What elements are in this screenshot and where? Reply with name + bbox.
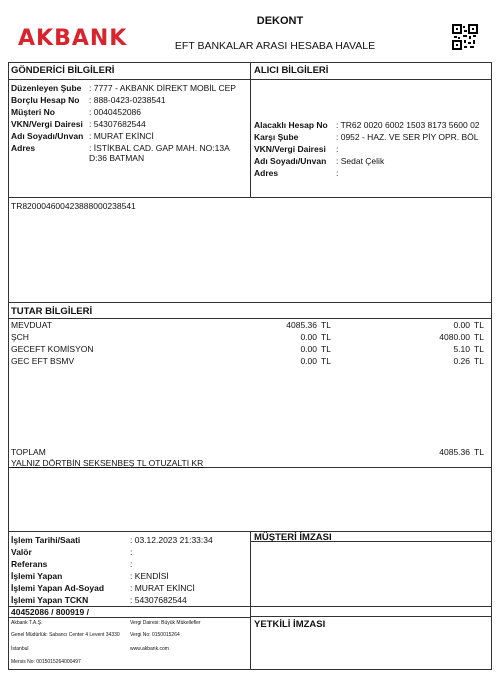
transaction-label: İşlemi Yapan [11,571,63,581]
footer-right-line: www.akbank.com [130,646,169,652]
sender-label: Düzenleyen Şube [11,83,82,93]
sender-heading: GÖNDERİCİ BİLGİLERİ [11,65,115,76]
amount-right-currency: TL [474,332,484,342]
customer-signature-heading: MÜŞTERİ İMZASI [254,532,332,543]
total-currency: TL [474,447,484,457]
amounts-heading: TUTAR BİLGİLERİ [11,306,93,317]
total-label: TOPLAM [11,447,46,457]
amount-right: 0.00 [453,320,470,330]
amount-mid-currency: TL [321,320,331,330]
total-value: 4085.36 [439,447,470,457]
transaction-value: : [130,547,133,557]
divider [8,79,250,80]
transaction-value: : 54307682544 [130,595,187,605]
amount-in-words: YALNIZ DÖRTBİN SEKSENBEŞ TL OTUZALTI KR [11,458,204,468]
amount-right: 5.10 [453,344,470,354]
amount-mid: 0.00 [300,332,317,342]
divider [8,197,492,198]
sender-label: Borçlu Hesap No [11,95,80,105]
amount-right: 0.26 [453,356,470,366]
amount-right-currency: TL [474,320,484,330]
transaction-label: İşlem Tarihi/Saati [11,535,81,545]
amount-mid: 4085.36 [286,320,317,330]
divider [8,302,492,303]
footer-right-line: Vergi No: 0150015264 [130,632,180,638]
transaction-label: Referans [11,559,48,569]
amount-right-currency: TL [474,344,484,354]
divider [8,318,492,319]
sender-value: : MURAT EKİNCİ [89,131,154,141]
transaction-ref-line: 40452086 / 800919 / [11,607,89,617]
qr-code-icon [452,24,478,50]
footer-left-line: İstanbul [11,646,29,652]
amount-mid-currency: TL [321,356,331,366]
transaction-value: : KENDİSİ [130,571,169,581]
receiver-value: : 0952 - HAZ. VE SER PİY OPR. BÖL [336,132,479,142]
divider [8,617,250,618]
receiver-label: Adres [254,168,279,178]
transaction-label: Valör [11,547,32,557]
receiver-value: : TR62 0020 6002 1503 8173 5600 02 [336,120,480,130]
footer-left-line: Genel Müdürlük: Sabancı Center 4 Levent 34330 [11,632,120,638]
divider [250,616,492,617]
amount-name: GECEFT KOMİSYON [11,344,94,354]
receiver-heading: ALICI BİLGİLERİ [254,65,329,76]
sender-address: : İSTİKBAL CAD. GAP MAH. NO:13A D:36 BATMAN [89,143,230,163]
transaction-label: İşlemi Yapan TCKN [11,595,89,605]
sender-label: Müşteri No [11,107,55,117]
description-text: TR820004600423888000238541 [11,201,136,211]
amount-name: ŞCH [11,332,29,342]
amount-mid-currency: TL [321,332,331,342]
sender-value: : 54307682544 [89,119,146,129]
receiver-label: Alacaklı Hesap No [254,120,328,130]
amount-right-currency: TL [474,356,484,366]
receiver-label: Adı Soyadı/Unvan [254,156,327,166]
divider [250,79,492,80]
transaction-label: İşlemi Yapan Ad-Soyad [11,583,105,593]
sender-label: VKN/Vergi Dairesi [11,119,83,129]
receiver-value: : [336,144,339,154]
divider [250,62,251,197]
amount-mid: 0.00 [300,356,317,366]
sender-value: : 7777 - AKBANK DİREKT MOBİL CEP [89,83,236,93]
receiver-label: VKN/Vergi Dairesi [254,144,326,154]
receiver-label: Karşı Şube [254,132,299,142]
authorized-signature-heading: YETKİLİ İMZASI [254,619,326,630]
amount-name: MEVDUAT [11,320,52,330]
amount-mid: 0.00 [300,344,317,354]
sender-value: : 0040452086 [89,107,141,117]
footer-right-line: Vergi Dairesi: Büyük Mükellefler [130,620,201,626]
akbank-logo: AKBANK [18,26,128,51]
footer-left-line: Akbank T.A.Ş. [11,620,43,626]
amount-mid-currency: TL [321,344,331,354]
transaction-value: : 03.12.2023 21:33:34 [130,535,213,545]
sender-value: : 888-0423-0238541 [89,95,166,105]
amount-name: GEC EFT BSMV [11,356,75,366]
transaction-value: : [130,559,133,569]
amount-right: 4080.00 [439,332,470,342]
footer-left-line: Mersis No: 0015015264000497 [11,659,81,665]
transaction-value: : MURAT EKİNCİ [130,583,195,593]
document-subtitle: EFT BANKALAR ARASI HESABA HAVALE [174,40,376,52]
receiver-value: : [336,168,339,178]
receiver-value: : Sedat Çelik [336,156,385,166]
sender-label: Adres [11,143,36,153]
document-title: DEKONT [256,15,304,27]
sender-label: Adı Soyadı/Unvan [11,131,84,141]
divider [250,531,251,670]
